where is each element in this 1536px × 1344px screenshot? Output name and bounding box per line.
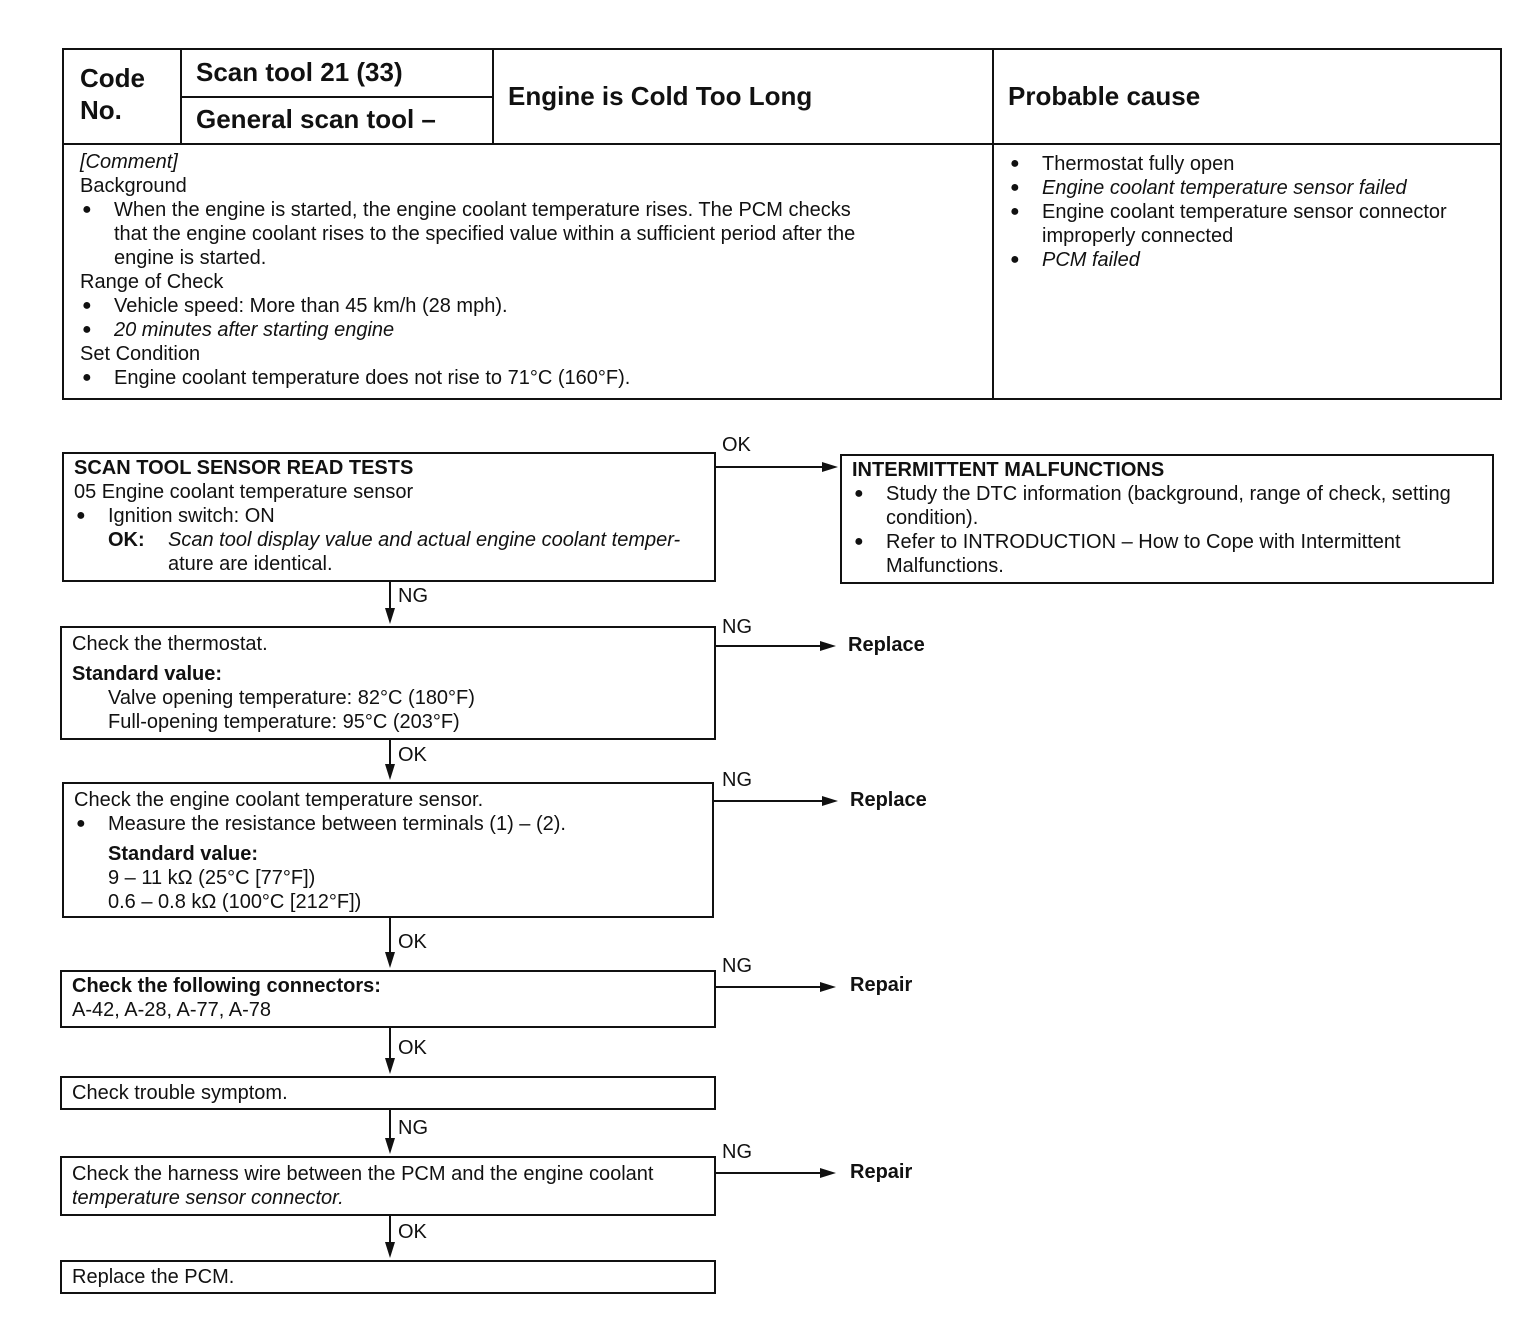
step-check-harness-wire: Check the harness wire between the PCM and the engine coolant temperature sensor connector. (60, 1156, 716, 1216)
flow-arrow (716, 466, 822, 468)
flow-arrowhead (820, 1168, 836, 1178)
flow-arrowhead (822, 462, 838, 472)
result-repair: Repair (850, 974, 913, 996)
code-no-heading: Code No. (80, 63, 145, 125)
ok-label: OK (722, 434, 751, 456)
ok-label: OK (398, 744, 427, 766)
flow-arrowhead (820, 641, 836, 651)
comment-label: [Comment] (80, 151, 178, 173)
flow-arrowhead (385, 1138, 395, 1154)
flow-arrow (716, 986, 820, 988)
comment-section (80, 150, 980, 390)
flow-arrow (714, 800, 822, 802)
flow-arrow (716, 1172, 820, 1174)
range-item: ● Vehicle speed: More than 45 km/h (28 mph). (80, 294, 980, 318)
range-label: Range of Check (80, 271, 224, 293)
set-condition-label: Set Condition (80, 343, 201, 365)
scan-tool-code: Scan tool 21 (33) (196, 57, 403, 87)
table-divider (992, 48, 994, 400)
background-label: Background (80, 175, 187, 197)
background-item: ● When the engine is started, the engine coolant temperature rises. The PCM checks that the engine coolant rises to the specified value within a sufficient period after the engine is started. (80, 198, 980, 270)
ng-label: NG (722, 1141, 752, 1163)
flow-arrow (389, 740, 391, 764)
ok-label: OK (398, 931, 427, 953)
cause-item: ● Engine coolant temperature sensor failed (1008, 176, 1488, 200)
ok-label: OK (398, 1221, 427, 1243)
general-scan-tool-code: General scan tool – (196, 104, 436, 134)
intermittent-malfunctions-box: INTERMITTENT MALFUNCTIONS ● Study the DTC information (background, range of check, setting condition). ● Refer to INTRODUCTION – How to Cope with Intermittent Malfunctions. (840, 454, 1494, 584)
probable-cause-heading: Probable cause (1008, 81, 1201, 111)
step-check-trouble-symptom: Check trouble symptom. (60, 1076, 716, 1110)
flow-arrow (389, 582, 391, 608)
step-check-coolant-sensor: Check the engine coolant temperature sensor. ● Measure the resistance between terminals (1) – (2). Standard value: 9 – 11 kΩ (25°C [77°F]) 0.6 – 0.8 kΩ (100°C [212°F]) (62, 782, 714, 918)
set-condition-item: ● Engine coolant temperature does not rise to 71°C (160°F). (80, 366, 980, 390)
ng-label: NG (398, 1117, 428, 1139)
flow-arrow (389, 1216, 391, 1242)
ng-label: NG (722, 616, 752, 638)
flow-arrow (389, 918, 391, 952)
step-check-thermostat: Check the thermostat. Standard value: Valve opening temperature: 82°C (180°F) Full-opening temperature: 95°C (203°F) (60, 626, 716, 740)
flow-arrow (716, 645, 820, 647)
ng-label: NG (398, 585, 428, 607)
table-divider (180, 96, 492, 98)
flow-arrowhead (385, 952, 395, 968)
step-replace-pcm: Replace the PCM. (60, 1260, 716, 1294)
flow-arrowhead (820, 982, 836, 992)
range-item: ● 20 minutes after starting engine (80, 318, 980, 342)
step-check-connectors: Check the following connectors: A-42, A-28, A-77, A-78 (60, 970, 716, 1028)
result-repair: Repair (850, 1161, 913, 1183)
flow-arrowhead (385, 764, 395, 780)
flow-arrow (389, 1028, 391, 1058)
ng-label: NG (722, 769, 752, 791)
flow-arrowhead (385, 1058, 395, 1074)
result-replace: Replace (850, 789, 927, 811)
cause-item: ● Engine coolant temperature sensor connector improperly connected (1008, 200, 1488, 248)
flow-arrowhead (385, 1242, 395, 1258)
flow-arrowhead (385, 608, 395, 624)
ng-label: NG (722, 955, 752, 977)
cause-item: ● Thermostat fully open (1008, 152, 1488, 176)
table-divider (492, 48, 494, 145)
cause-item: ● PCM failed (1008, 248, 1488, 272)
table-divider (62, 143, 1502, 145)
probable-cause-list (1008, 152, 1488, 272)
flow-arrowhead (822, 796, 838, 806)
page-title: Engine is Cold Too Long (508, 81, 813, 111)
ok-label: OK (398, 1037, 427, 1059)
flow-arrow (389, 1110, 391, 1138)
result-replace: Replace (848, 634, 925, 656)
step-scan-tool-sensor-read-tests: SCAN TOOL SENSOR READ TESTS 05 Engine coolant temperature sensor ● Ignition switch: ON OK: Scan tool display value and actual engine coolant temper- ature are identical. (62, 452, 716, 582)
